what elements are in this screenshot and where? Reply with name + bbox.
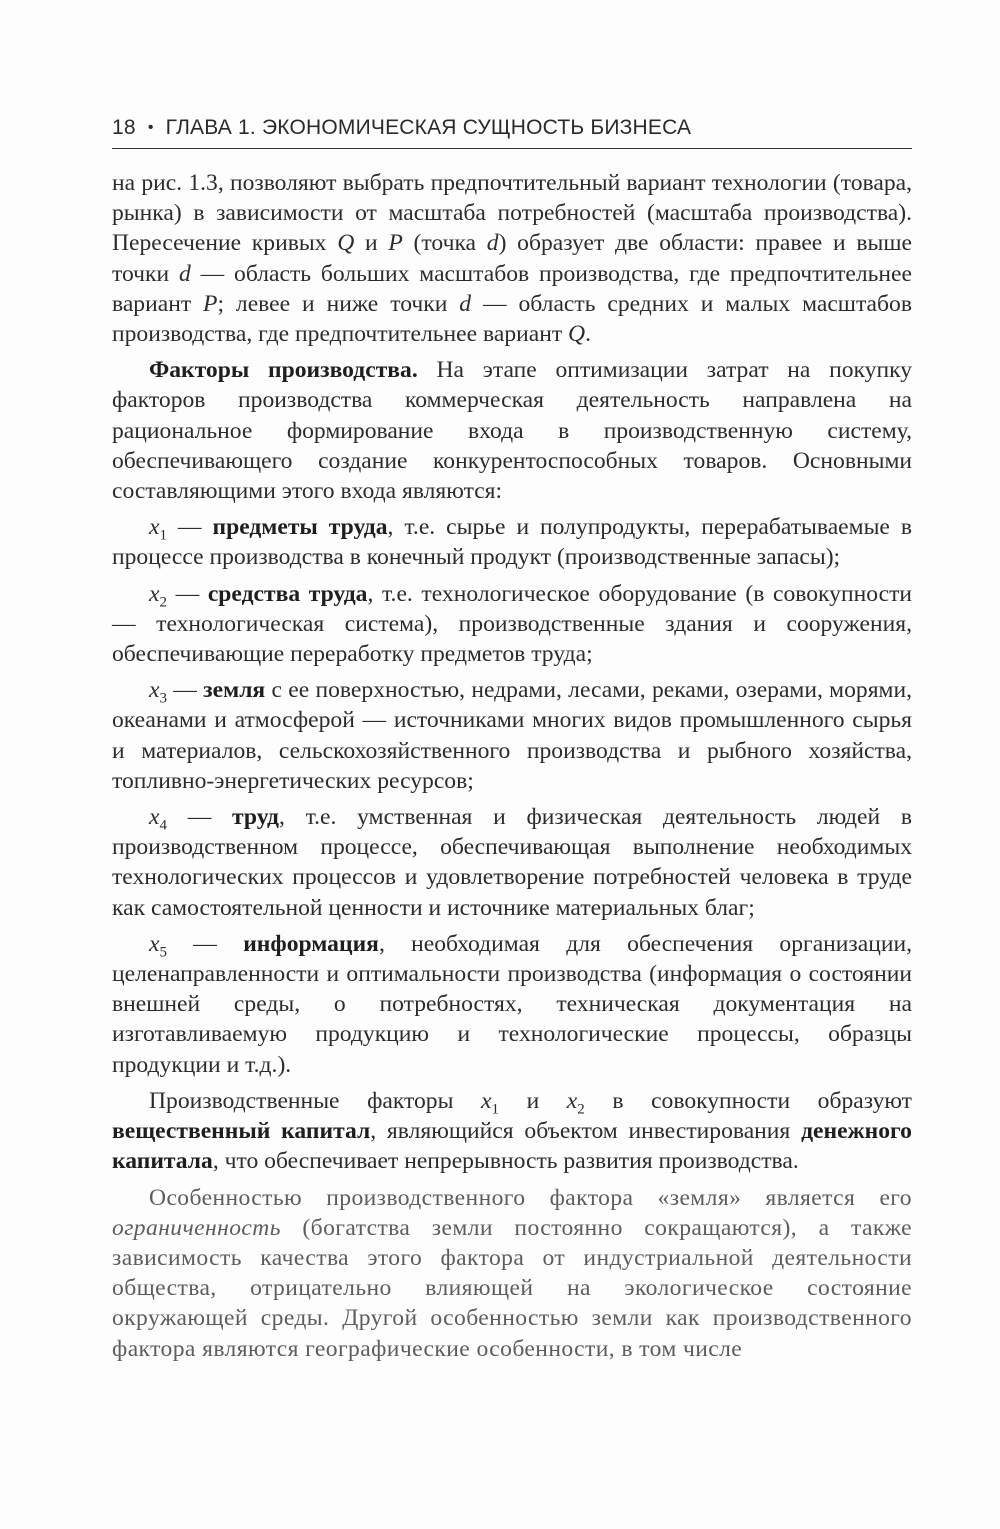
chapter-title: ЭКОНОМИЧЕСКАЯ СУЩНОСТЬ БИЗНЕСА <box>261 116 692 139</box>
section-run-in-heading: Факторы производства. <box>149 357 418 384</box>
bullet-separator: • <box>147 119 154 136</box>
paragraph-land-feature: Особенностью производственного фактора «земля» является его ограниченность (богатства земли постоянно сокращаются), а также зависимость качества этого фактора от индустриальной деятельности общества, отрицательно влияющей на экологическое состояние окружающей среды. Другой особенностью земли как производственного фактора являются географические особенности, в том числе <box>112 1184 912 1362</box>
paragraph-capital: Производственные факторы $x_1$ и $x_2$ в совокупности образуют вещественный капитал, являющийся объектом инвестирования денежного капитала, что обеспечивает непрерывность развития производства. <box>112 1087 912 1175</box>
paragraph-continuation: на рис. 1.3, позволяют выбрать предпочтительный вариант технологии (товара, рынка) в зависимости от масштаба потребностей (масштаба производства). Пересечение кривых Q и P (точка d) образует две области: правее и выше точки d — область больших масштабов производства, где предпочтительнее вариант P; левее и ниже точки d — область средних и малых масштабов производства, где предпочтительнее вариант Q. <box>112 170 912 348</box>
page-number: 18 <box>112 116 136 139</box>
list-item-x3: $x_3$ — земля с ее поверхностью, недрами, лесами, реками, озерами, морями, океанами и атмосферой — источниками многих видов промышленного сырья и материалов, сельскохозяйственного производства и рыбного хозяйства, топливно-энергетических ресурсов; <box>112 677 913 794</box>
running-header <box>112 116 912 149</box>
body-text <box>112 168 912 1364</box>
list-item-x2: $x_2$ — средства труда, т.е. технологическое оборудование (в совокупности — технологическая система), производственные здания и сооружения, обеспечивающие переработку предметов труда; <box>112 580 913 668</box>
list-item-x5: $x_5$ — информация, необходимая для обеспечения организации, целенаправленности и оптимальности производства (информация о состоянии внешней среды, о потребностях, техническая документация на изготавливаемую продукцию и технологические процессы, образцы продукции и т.д.). <box>112 930 912 1078</box>
chapter-label: ГЛАВА 1. <box>165 116 256 139</box>
list-item-x1: $x_1$ — предметы труда, т.е. сырье и полупродукты, перерабатываемые в процессе производства в конечный продукт (производственные запасы); <box>112 514 912 571</box>
paragraph-factors-intro: Факторы производства. На этапе оптимизации затрат на покупку факторов производства коммерческая деятельность направлена на рациональное формирование входа в производственную систему, обеспечивающего создание конкурентоспособных товаров. Основными составляющими этого входа являются: <box>112 357 912 505</box>
list-item-x4: $x_4$ — труд, т.е. умственная и физическая деятельность людей в производственном процессе, обеспечивающая выполнение необходимых технологических процессов и удовлетворение потребностей человека в труде как самостоятельной ценности и источнике материальных благ; <box>112 804 913 921</box>
